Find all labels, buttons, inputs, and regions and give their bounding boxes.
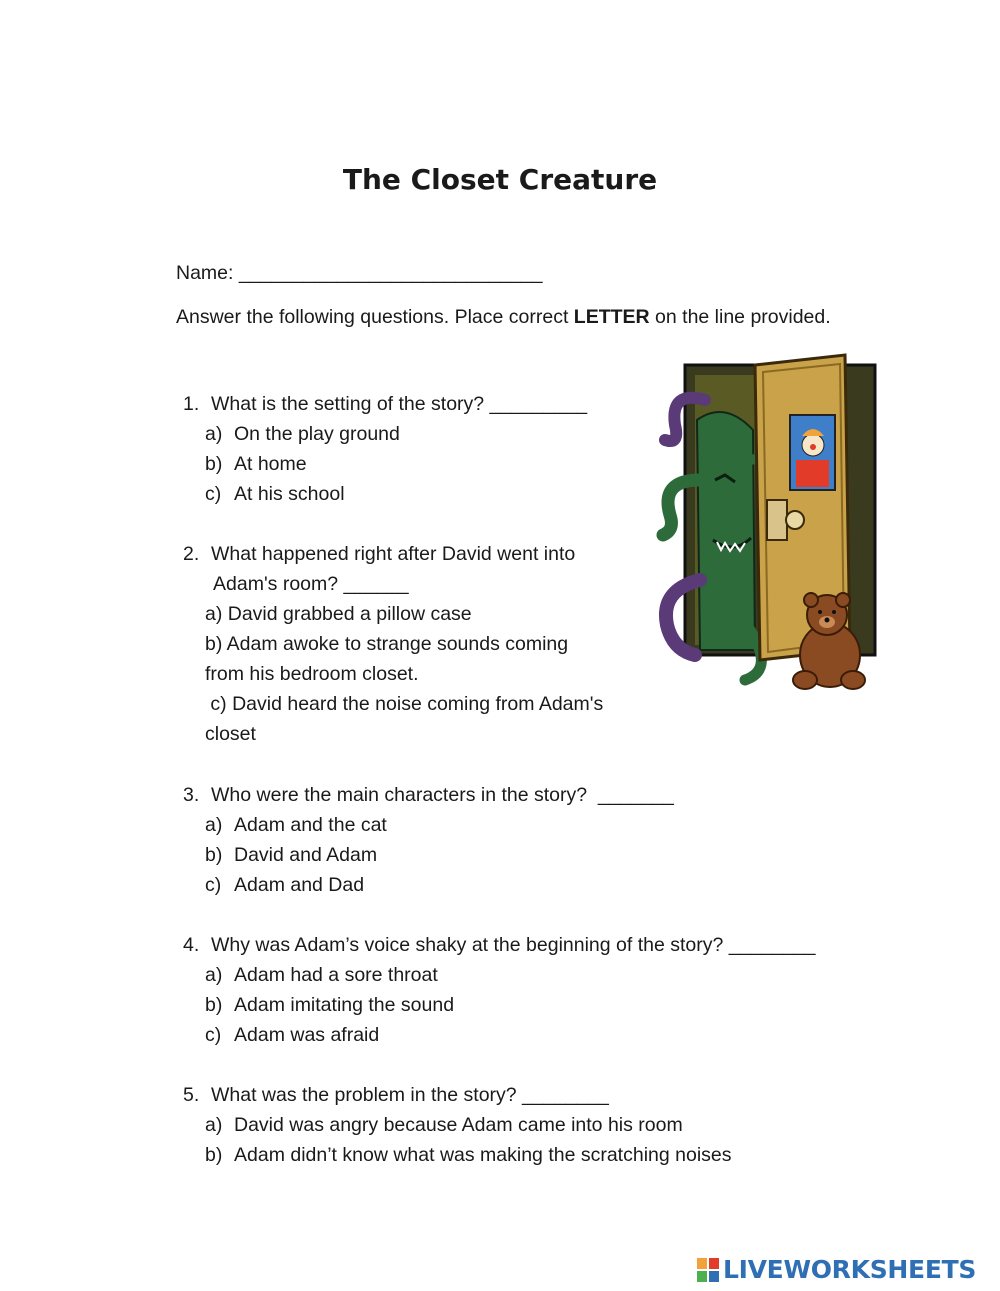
option-4c — [205, 1020, 379, 1050]
question-text: Why was Adam’s voice shaky at the beginning of the story? ________ — [211, 934, 816, 956]
option-4a — [205, 960, 438, 990]
option-3c — [205, 870, 364, 900]
question-text: What is the setting of the story? _________ — [211, 393, 588, 415]
door-lock-plate — [767, 500, 787, 540]
instructions-bold: LETTER — [573, 306, 650, 328]
instructions-text: Answer the following questions. Place correct — [176, 306, 574, 328]
footer-brand-text: LIVEWORKSHEETS — [723, 1255, 977, 1284]
option-letter: c) — [205, 874, 222, 896]
option-3b — [205, 840, 377, 870]
option-letter: b) — [205, 453, 223, 475]
option-letter: c) — [205, 1024, 222, 1046]
option-text: On the play ground — [234, 423, 400, 445]
option-text: Adam and the cat — [234, 814, 387, 836]
question-text: Who were the main characters in the story? _______ — [211, 784, 674, 806]
option-text: Adam was afraid — [234, 1024, 380, 1046]
option-2c-continued: closet — [205, 723, 256, 745]
question-3 — [183, 780, 674, 810]
option-2b: b) Adam awoke to strange sounds coming — [205, 633, 569, 655]
clown-body — [796, 460, 829, 487]
question-2 — [183, 539, 575, 569]
option-2c: c) David heard the noise coming from Adam's — [205, 693, 604, 715]
option-1c — [205, 479, 345, 509]
liveworksheets-logo-icon — [697, 1258, 719, 1282]
question-text: What happened right after David went into — [211, 543, 576, 565]
question-5 — [183, 1080, 609, 1110]
name-line: Name: ____________________________ — [176, 262, 543, 284]
option-letter: c) — [205, 483, 222, 505]
option-1a — [205, 419, 400, 449]
option-5a — [205, 1110, 683, 1140]
instructions-text-end: on the line provided. — [649, 306, 831, 328]
question-number: 5. — [183, 1084, 200, 1106]
option-text: Adam didn’t know what was making the scratching noises — [234, 1144, 732, 1166]
question-1 — [183, 389, 587, 419]
option-4b — [205, 990, 454, 1020]
option-3a — [205, 810, 387, 840]
clown-nose — [810, 444, 816, 450]
question-4 — [183, 930, 816, 960]
option-text: Adam imitating the sound — [234, 994, 455, 1016]
question-2-line-2: Adam's room? ______ — [213, 573, 409, 595]
question-number: 4. — [183, 934, 200, 956]
closet-monster-illustration — [655, 350, 885, 700]
door-knob-icon — [786, 511, 804, 529]
question-number: 1. — [183, 393, 200, 415]
option-letter: b) — [205, 1144, 223, 1166]
option-2a: a) David grabbed a pillow case — [205, 603, 472, 625]
option-text: At his school — [234, 483, 345, 505]
option-letter: a) — [205, 964, 223, 986]
instructions — [176, 302, 831, 332]
option-letter: a) — [205, 1114, 223, 1136]
option-text: Adam had a sore throat — [234, 964, 438, 986]
option-letter: b) — [205, 994, 223, 1016]
option-text: At home — [234, 453, 307, 475]
option-5b — [205, 1140, 732, 1170]
option-letter: b) — [205, 844, 223, 866]
option-text: David and Adam — [234, 844, 378, 866]
option-letter: a) — [205, 814, 223, 836]
option-1b — [205, 449, 307, 479]
question-number: 3. — [183, 784, 200, 806]
option-text: David was angry because Adam came into his room — [234, 1114, 683, 1136]
question-text: What was the problem in the story? ________ — [211, 1084, 609, 1106]
option-letter: a) — [205, 423, 223, 445]
option-text: Adam and Dad — [234, 874, 365, 896]
monster-body — [697, 412, 755, 650]
question-number: 2. — [183, 543, 200, 565]
worksheet-title: The Closet Creature — [342, 163, 658, 196]
option-2b-continued: from his bedroom closet. — [205, 663, 419, 685]
